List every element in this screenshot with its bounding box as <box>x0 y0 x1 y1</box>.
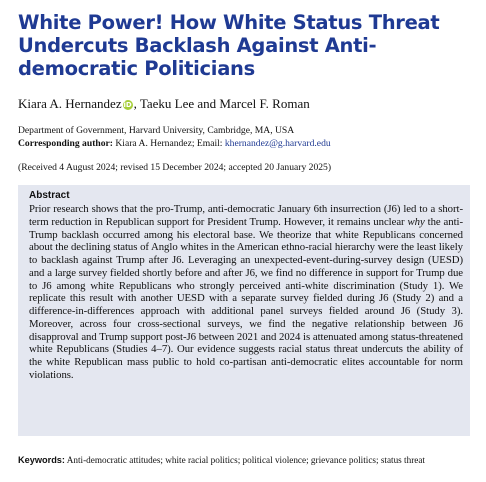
abstract-emphasis: why <box>407 215 425 228</box>
author-list <box>18 96 478 112</box>
abstract-part-2: the anti-Trump backlash occurred among his electoral base. We theorize that white Republicans concerned about the declining status of Anglo whites in the American ethno-racial hierarchy were the least likely to backlash against Trump after J6. Leveraging an unexpected-event-during-survey design (UESD) and a large survey fielded shortly before and after J6, we find no difference in support for Trump due to J6 among white Republicans who strongly perceived anti-white discrimination (Study 1). We replicate this result with another UESD with a separate survey fielded during J6 (Study 2) and a difference-in-differences approach with additional panel surveys fielded around J6 (Study 3). Moreover, across four cross-sectional surveys, we find the negative relationship between J6 disapproval and Trump support post-J6 between 2021 and 2024 is attenuated among status-threatened white Republicans (Studies 4–7). Our evidence suggests racial status threat undercuts the ability of the white Republican mass public to hold co-partisan anti-democratic elites accountable for norm violations. <box>29 215 463 381</box>
submission-dates: (Received 4 August 2024; revised 15 December 2024; accepted 20 January 2025) <box>18 162 332 173</box>
corresponding-label: Corresponding author: <box>18 138 113 149</box>
abstract-box <box>18 185 470 436</box>
abstract-part-1: Prior research shows that the pro-Trump, anti-democratic January 6th insurrection (J6) led to a short-term reduction in Republican support for President Trump. However, it remains unclear <box>29 203 463 228</box>
affiliation-block <box>18 124 478 150</box>
email-link[interactable]: khernandez@g.harvard.edu <box>224 138 331 149</box>
abstract-text <box>29 203 463 382</box>
abstract-heading: Abstract <box>29 190 70 201</box>
keywords-label: Keywords: <box>18 455 65 465</box>
affiliation: Department of Government, Harvard University, Cambridge, MA, USA <box>18 125 295 136</box>
corresponding-name: Kiara A. Hernandez; Email: <box>112 138 225 149</box>
keywords-text: Anti-democratic attitudes; white racial politics; political violence; grievance politics; status threat <box>64 455 425 465</box>
orcid-icon[interactable]: iD <box>123 101 132 109</box>
other-authors: , Taeku Lee and Marcel F. Roman <box>133 96 310 111</box>
paper-title: White Power! How White Status Threat Undercuts Backlash Against Anti-democratic Politicians <box>18 11 440 80</box>
keywords <box>18 455 484 465</box>
first-author: Kiara A. Hernandez <box>18 96 122 111</box>
corresponding-author <box>18 137 478 150</box>
